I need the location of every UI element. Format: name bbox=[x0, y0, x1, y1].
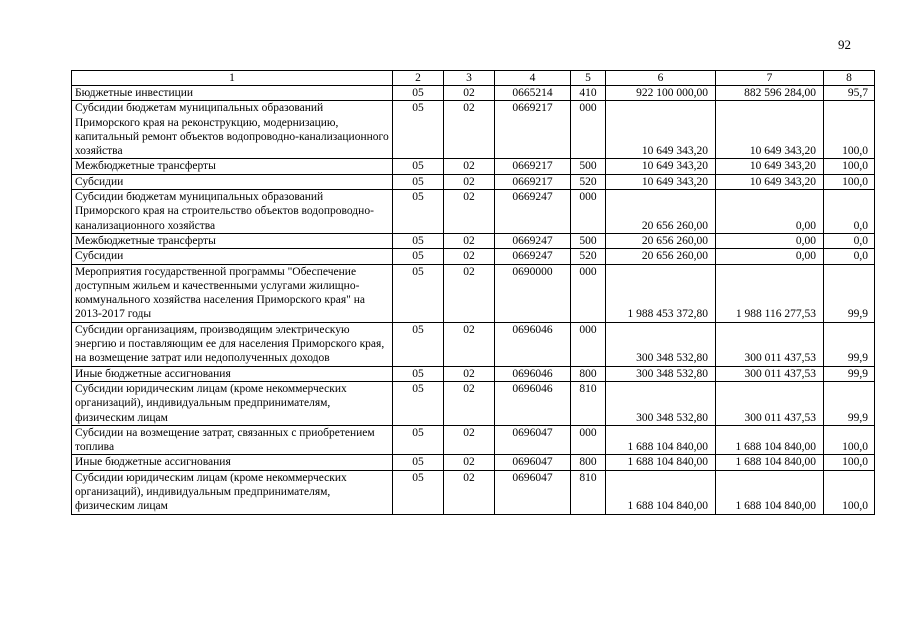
planned-amount: 1 688 104 840,00 bbox=[606, 455, 716, 470]
actual-amount: 300 011 437,53 bbox=[716, 322, 824, 366]
table-row bbox=[72, 101, 875, 159]
actual-amount: 10 649 343,20 bbox=[716, 159, 824, 174]
header-cell: 7 bbox=[716, 71, 824, 86]
header-cell: 8 bbox=[824, 71, 875, 86]
target-item-code: 0696046 bbox=[495, 381, 571, 425]
table-row bbox=[72, 366, 875, 381]
subsection-code: 02 bbox=[444, 381, 495, 425]
expense-type-code: 500 bbox=[571, 159, 606, 174]
table-row bbox=[72, 322, 875, 366]
planned-amount: 1 988 453 372,80 bbox=[606, 264, 716, 322]
target-item-code: 0696046 bbox=[495, 366, 571, 381]
table-row bbox=[72, 381, 875, 425]
table-row bbox=[72, 86, 875, 101]
execution-percent: 99,9 bbox=[824, 366, 875, 381]
execution-percent: 95,7 bbox=[824, 86, 875, 101]
actual-amount: 0,00 bbox=[716, 233, 824, 248]
expense-type-code: 500 bbox=[571, 233, 606, 248]
expense-type-code: 000 bbox=[571, 190, 606, 234]
table-row bbox=[72, 425, 875, 455]
expense-type-code: 800 bbox=[571, 455, 606, 470]
table-row bbox=[72, 233, 875, 248]
actual-amount: 0,00 bbox=[716, 190, 824, 234]
actual-amount: 300 011 437,53 bbox=[716, 381, 824, 425]
header-cell: 4 bbox=[495, 71, 571, 86]
subsection-code: 02 bbox=[444, 455, 495, 470]
execution-percent: 100,0 bbox=[824, 174, 875, 189]
planned-amount: 10 649 343,20 bbox=[606, 101, 716, 159]
planned-amount: 10 649 343,20 bbox=[606, 159, 716, 174]
budget-table bbox=[71, 70, 875, 515]
expense-type-code: 800 bbox=[571, 366, 606, 381]
execution-percent: 100,0 bbox=[824, 470, 875, 514]
planned-amount: 10 649 343,20 bbox=[606, 174, 716, 189]
section-code: 05 bbox=[393, 264, 444, 322]
actual-amount: 10 649 343,20 bbox=[716, 101, 824, 159]
section-code: 05 bbox=[393, 366, 444, 381]
section-code: 05 bbox=[393, 455, 444, 470]
table-row bbox=[72, 159, 875, 174]
section-code: 05 bbox=[393, 470, 444, 514]
subsection-code: 02 bbox=[444, 264, 495, 322]
target-item-code: 0669247 bbox=[495, 249, 571, 264]
planned-amount: 20 656 260,00 bbox=[606, 249, 716, 264]
section-code: 05 bbox=[393, 322, 444, 366]
subsection-code: 02 bbox=[444, 366, 495, 381]
expense-type-code: 000 bbox=[571, 101, 606, 159]
actual-amount: 10 649 343,20 bbox=[716, 174, 824, 189]
actual-amount: 1 688 104 840,00 bbox=[716, 425, 824, 455]
section-code: 05 bbox=[393, 86, 444, 101]
expense-type-code: 000 bbox=[571, 322, 606, 366]
table-row bbox=[72, 174, 875, 189]
table-row bbox=[72, 470, 875, 514]
target-item-code: 0690000 bbox=[495, 264, 571, 322]
planned-amount: 1 688 104 840,00 bbox=[606, 425, 716, 455]
expense-type-code: 000 bbox=[571, 425, 606, 455]
subsection-code: 02 bbox=[444, 101, 495, 159]
target-item-code: 0696047 bbox=[495, 455, 571, 470]
subsection-code: 02 bbox=[444, 425, 495, 455]
subsection-code: 02 bbox=[444, 174, 495, 189]
header-cell: 5 bbox=[571, 71, 606, 86]
execution-percent: 0,0 bbox=[824, 233, 875, 248]
expense-type-code: 520 bbox=[571, 249, 606, 264]
subsection-code: 02 bbox=[444, 249, 495, 264]
expense-type-code: 810 bbox=[571, 381, 606, 425]
execution-percent: 99,9 bbox=[824, 381, 875, 425]
header-cell: 2 bbox=[393, 71, 444, 86]
section-code: 05 bbox=[393, 233, 444, 248]
execution-percent: 100,0 bbox=[824, 101, 875, 159]
section-code: 05 bbox=[393, 381, 444, 425]
item-name: Субсидии бюджетам муниципальных образований Приморского края на реконструкцию, модернизацию, капитальный ремонт объектов водопроводно-канализационного хозяйства bbox=[72, 101, 393, 159]
item-name: Субсидии bbox=[72, 174, 393, 189]
planned-amount: 300 348 532,80 bbox=[606, 322, 716, 366]
section-code: 05 bbox=[393, 190, 444, 234]
header-cell: 1 bbox=[72, 71, 393, 86]
item-name: Межбюджетные трансферты bbox=[72, 159, 393, 174]
item-name: Мероприятия государственной программы "Обеспечение доступным жильем и качественными услугами жилищно-коммунального хозяйства населения Приморского края" на 2013-2017 годы bbox=[72, 264, 393, 322]
header-row bbox=[72, 71, 875, 86]
planned-amount: 922 100 000,00 bbox=[606, 86, 716, 101]
expense-type-code: 810 bbox=[571, 470, 606, 514]
execution-percent: 100,0 bbox=[824, 455, 875, 470]
target-item-code: 0669247 bbox=[495, 190, 571, 234]
actual-amount: 1 688 104 840,00 bbox=[716, 455, 824, 470]
table-row bbox=[72, 190, 875, 234]
target-item-code: 0669247 bbox=[495, 233, 571, 248]
item-name: Иные бюджетные ассигнования bbox=[72, 455, 393, 470]
target-item-code: 0665214 bbox=[495, 86, 571, 101]
actual-amount: 1 988 116 277,53 bbox=[716, 264, 824, 322]
execution-percent: 100,0 bbox=[824, 159, 875, 174]
expense-type-code: 520 bbox=[571, 174, 606, 189]
actual-amount: 300 011 437,53 bbox=[716, 366, 824, 381]
item-name: Субсидии организациям, производящим электрическую энергию и поставляющим ее для населения Приморского края, на возмещение затрат или недополученных доходов bbox=[72, 322, 393, 366]
expense-type-code: 410 bbox=[571, 86, 606, 101]
subsection-code: 02 bbox=[444, 233, 495, 248]
execution-percent: 0,0 bbox=[824, 190, 875, 234]
subsection-code: 02 bbox=[444, 322, 495, 366]
item-name: Субсидии на возмещение затрат, связанных с приобретением топлива bbox=[72, 425, 393, 455]
planned-amount: 1 688 104 840,00 bbox=[606, 470, 716, 514]
execution-percent: 99,9 bbox=[824, 264, 875, 322]
target-item-code: 0669217 bbox=[495, 174, 571, 189]
actual-amount: 0,00 bbox=[716, 249, 824, 264]
item-name: Бюджетные инвестиции bbox=[72, 86, 393, 101]
subsection-code: 02 bbox=[444, 190, 495, 234]
target-item-code: 0696047 bbox=[495, 425, 571, 455]
planned-amount: 20 656 260,00 bbox=[606, 190, 716, 234]
header-cell: 6 bbox=[606, 71, 716, 86]
table-row bbox=[72, 264, 875, 322]
section-code: 05 bbox=[393, 159, 444, 174]
planned-amount: 300 348 532,80 bbox=[606, 366, 716, 381]
item-name: Межбюджетные трансферты bbox=[72, 233, 393, 248]
execution-percent: 100,0 bbox=[824, 425, 875, 455]
execution-percent: 0,0 bbox=[824, 249, 875, 264]
target-item-code: 0669217 bbox=[495, 101, 571, 159]
actual-amount: 882 596 284,00 bbox=[716, 86, 824, 101]
subsection-code: 02 bbox=[444, 159, 495, 174]
section-code: 05 bbox=[393, 174, 444, 189]
table-row bbox=[72, 249, 875, 264]
execution-percent: 99,9 bbox=[824, 322, 875, 366]
item-name: Иные бюджетные ассигнования bbox=[72, 366, 393, 381]
item-name: Субсидии бюджетам муниципальных образований Приморского края на строительство объектов водопроводно-канализационного хозяйства bbox=[72, 190, 393, 234]
planned-amount: 20 656 260,00 bbox=[606, 233, 716, 248]
subsection-code: 02 bbox=[444, 86, 495, 101]
section-code: 05 bbox=[393, 249, 444, 264]
section-code: 05 bbox=[393, 425, 444, 455]
page-number: 92 bbox=[838, 37, 851, 52]
item-name: Субсидии юридическим лицам (кроме некоммерческих организаций), индивидуальным предпринимателям, физическим лицам bbox=[72, 470, 393, 514]
actual-amount: 1 688 104 840,00 bbox=[716, 470, 824, 514]
item-name: Субсидии юридическим лицам (кроме некоммерческих организаций), индивидуальным предпринимателям, физическим лицам bbox=[72, 381, 393, 425]
expense-type-code: 000 bbox=[571, 264, 606, 322]
target-item-code: 0669217 bbox=[495, 159, 571, 174]
header-cell: 3 bbox=[444, 71, 495, 86]
target-item-code: 0696047 bbox=[495, 470, 571, 514]
item-name: Субсидии bbox=[72, 249, 393, 264]
planned-amount: 300 348 532,80 bbox=[606, 381, 716, 425]
subsection-code: 02 bbox=[444, 470, 495, 514]
section-code: 05 bbox=[393, 101, 444, 159]
target-item-code: 0696046 bbox=[495, 322, 571, 366]
table-row bbox=[72, 455, 875, 470]
